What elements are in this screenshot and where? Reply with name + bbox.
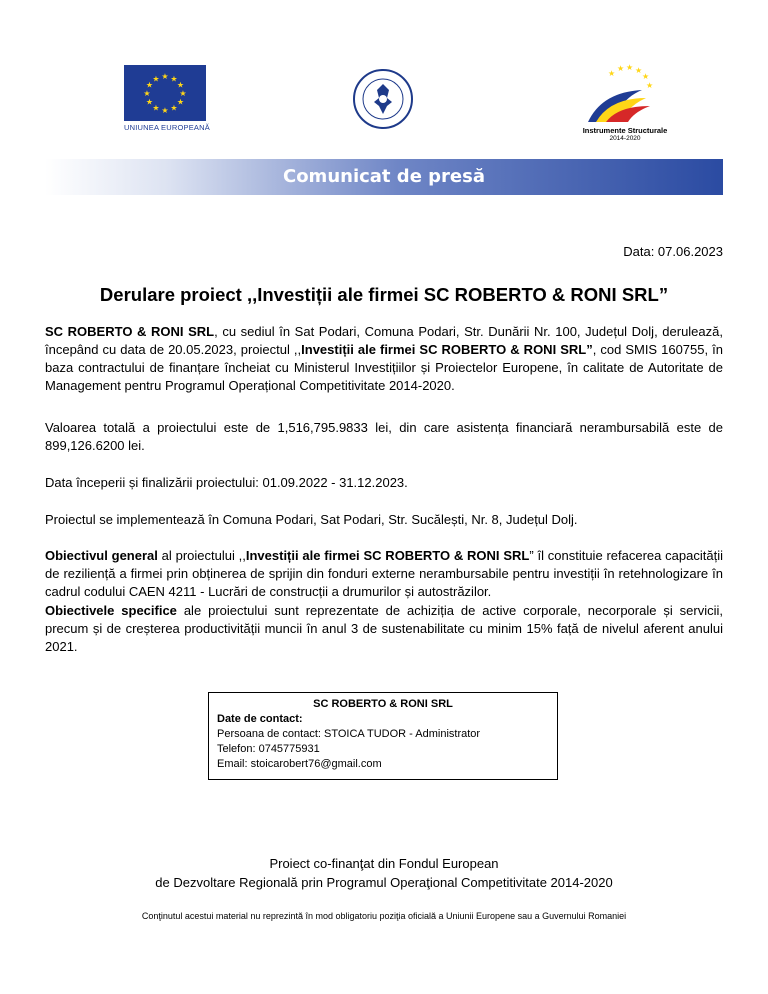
footer-disclaimer: Conţinutul acestui material nu reprezintă în mod obligatoriu poziţia oficială a Uniunii Europene sau a Guvernului Romaniei [141, 911, 627, 921]
svg-text:★: ★ [179, 89, 187, 98]
paragraph-value: Valoarea totală a proiectului este de 1,516,795.9833 lei, din care asistența financiară nerambursabilă este de 899,126.6200 lei. [45, 420, 723, 453]
paragraph-intro: SC ROBERTO & RONI SRL, cu sediul în Sat Podari, Comuna Podari, Str. Dunării Nr. 100, Județul Dolj, derulează, începând cu data de 20.05.2023, proiectul ,,Investiții ale firmei SC ROBERTO & RONI SRL”, cod SMIS 160755, în baza contractului de finanțare încheiat cu Ministerul Investițiilor și Proiectelor Europene, în calitate de Autoritate de Management pentru Programul Operațional Competitivitate 2014-2020. [45, 324, 723, 393]
paragraph-dates: Data începerii și finalizării proiectului: 01.09.2022 - 31.12.2023. [45, 475, 408, 490]
footer-line-1: Proiect co-finanţat din Fondul European [269, 856, 499, 871]
project-name: Investiții ale firmei SC ROBERTO & RONI SRL [245, 548, 530, 563]
svg-text:★: ★ [176, 80, 185, 90]
contact-heading: Date de contact: [217, 713, 303, 725]
svg-text:★: ★ [152, 103, 160, 113]
structural-instruments-years: 2014-2020 [609, 135, 641, 142]
eu-logo [124, 65, 206, 121]
contact-phone: Telefon: 0745775931 [217, 743, 320, 755]
eu-flag-icon [124, 65, 206, 121]
project-name: Investiții ale firmei SC ROBERTO & RONI SRL” [301, 342, 593, 357]
document-date: Data: 07.06.2023 [623, 244, 723, 259]
svg-text:★: ★ [152, 74, 160, 84]
press-release-banner [45, 159, 723, 195]
government-seal [352, 68, 414, 130]
svg-text:★: ★ [617, 64, 625, 73]
general-objective-label: Obiectivul general [45, 548, 158, 563]
svg-text:★: ★ [145, 97, 154, 107]
svg-text:★: ★ [161, 72, 169, 81]
svg-text:★: ★ [143, 89, 151, 98]
svg-text:★: ★ [176, 97, 185, 107]
paragraph-specific-objectives: Obiectivele specifice ale proiectului sunt reprezentate de achiziția de active corporale, necorporale și servicii, precum și de creșterea productivității muncii în anul 3 de sustenabilitate cu minim 15% față de nivelul aferent anului 2021. [45, 603, 723, 654]
svg-text:★: ★ [170, 103, 178, 113]
svg-text:★: ★ [646, 81, 654, 90]
contact-email: Email: stoicarobert76@gmail.com [217, 758, 382, 770]
svg-text:★: ★ [145, 80, 154, 90]
svg-text:★: ★ [161, 106, 169, 115]
structural-instruments-label: Instrumente Structurale [582, 126, 668, 135]
structural-instruments-logo [582, 62, 662, 124]
company-name: SC ROBERTO & RONI SRL [45, 324, 215, 339]
specific-objectives-label: Obiectivele specifice [45, 603, 177, 618]
svg-text:★: ★ [626, 63, 634, 72]
paragraph-location: Proiectul se implementează în Comuna Podari, Sat Podari, Str. Sucălești, Nr. 8, Județul Dolj. [45, 512, 578, 527]
svg-text:★: ★ [635, 66, 643, 75]
contact-company: SC ROBERTO & RONI SRL [313, 698, 453, 710]
svg-text:★: ★ [642, 72, 650, 81]
paragraph-general-objective: Obiectivul general al proiectului ,,Investiții ale firmei SC ROBERTO & RONI SRL” îl constituie refacerea capacității de reziliență a firmei prin obținerea de sprijin din fonduri externe nerambursabile pentru investiții în retehnologizare în cadrul codului CAEN 4211 - Lucrări de construcții a drumurilor și autostrăzilor. [45, 548, 723, 599]
document-title: Derulare proiect ,,Investiții ale firmei SC ROBERTO & RONI SRL” [99, 284, 669, 305]
svg-text:★: ★ [170, 74, 178, 84]
footer-line-2: de Dezvoltare Regională prin Programul Operaţional Competitivitate 2014-2020 [155, 875, 613, 890]
eu-label: UNIUNEA EUROPEANĂ [124, 123, 210, 132]
banner-title: Comunicat de presă [282, 166, 485, 187]
contact-person: Persoana de contact: STOICA TUDOR - Administrator [217, 728, 481, 740]
contact-box [208, 692, 558, 780]
svg-text:★: ★ [608, 69, 616, 78]
